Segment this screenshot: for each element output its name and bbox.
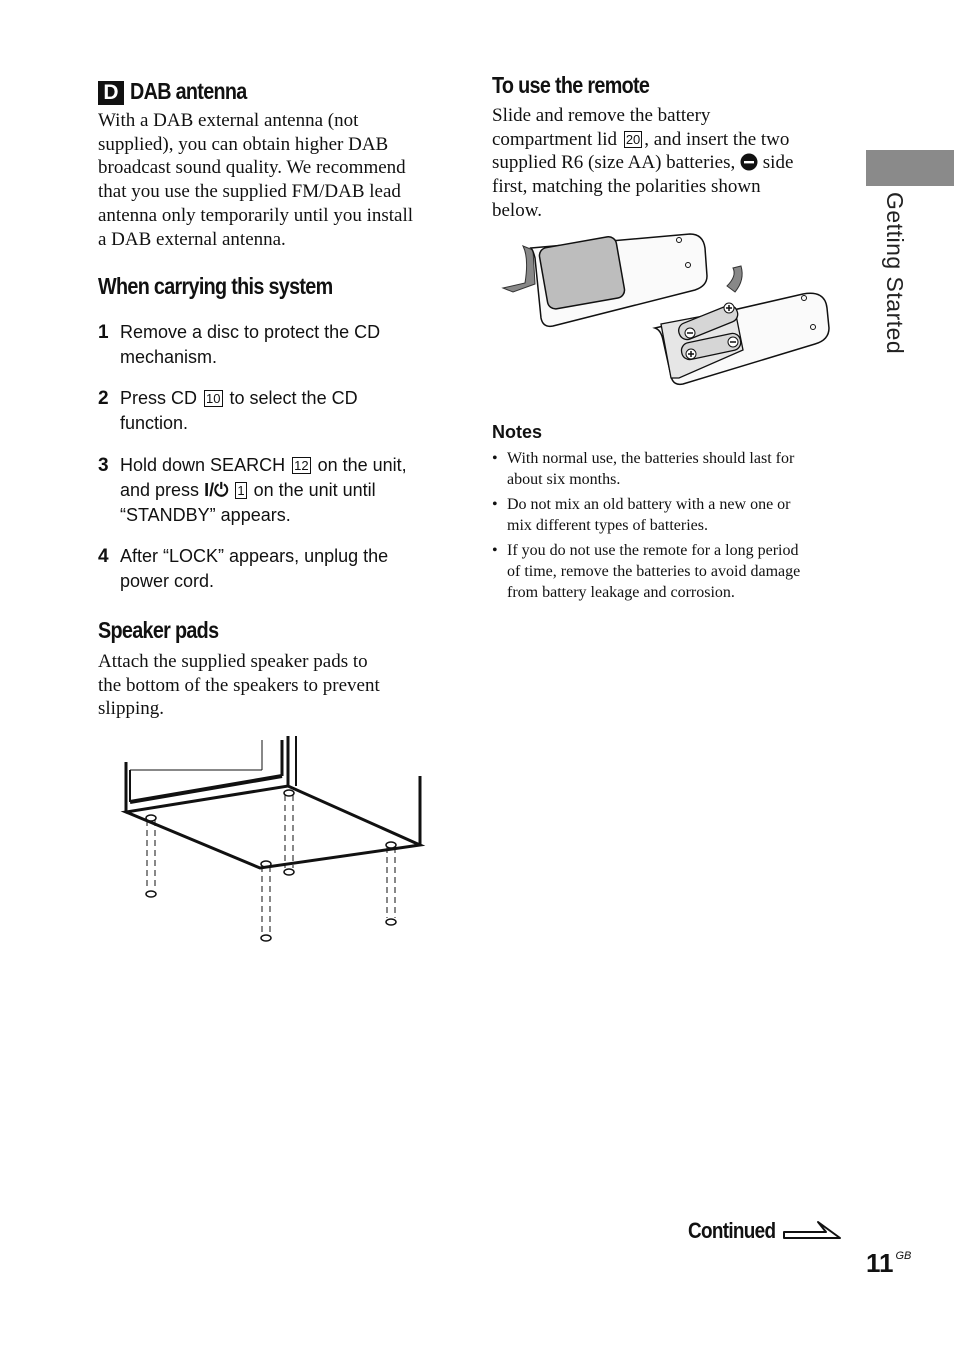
note-text: about six months. [507,471,621,488]
text-line: compartment lid [492,128,618,150]
note-text: from battery leakage and corrosion. [507,584,735,601]
text-line: side [762,152,794,174]
speaker-pads-illustration [110,730,440,950]
step-text: Hold down SEARCH [120,455,286,475]
text-line: that you use the supplied FM/DAB lead [98,181,401,203]
step-text: Remove a disc to protect the CD [120,322,381,342]
text-line: below. [492,199,542,221]
step-text: mechanism. [120,347,218,367]
page-number-value: 11 [866,1248,894,1278]
text-line: supplied), you can obtain higher DAB [98,133,389,155]
continued-arrow-icon [782,1218,844,1244]
power-icon: I/⏻ [204,480,229,500]
text-line: Slide and remove the battery [492,105,711,126]
step-text: function. [120,413,189,433]
note-item [492,448,837,492]
text-line: With a DAB external antenna (not [98,110,359,131]
minus-polarity-icon [740,153,758,171]
section-badge: D [98,81,124,105]
step-text: “STANDBY” appears. [120,505,291,525]
note-item [492,540,837,606]
part-number-box: 20 [625,131,641,147]
dab-paragraph [98,109,458,251]
note-text: mix different types of batteries. [507,517,708,534]
part-number-box: 12 [294,458,309,473]
text-line: the bottom of the speakers to prevent [98,674,380,696]
speaker-pads-title: Speaker pads [98,617,219,643]
step-2 [98,386,448,446]
bullet-icon: • [492,542,498,559]
step-4 [98,544,448,604]
step-number: 3 [98,455,109,476]
remote-paragraph [492,104,837,223]
step-3 [98,453,448,533]
page-suffix: GB [895,1250,912,1262]
step-number: 4 [98,546,109,567]
note-text: Do not mix an old battery with a new one or [507,496,791,513]
step-number: 1 [98,322,109,343]
notes-title: Notes [492,422,543,442]
carrying-title: When carrying this system [98,273,333,299]
step-text: and press [120,480,200,500]
page-number [866,1248,911,1279]
text-line: a DAB external antenna. [98,228,286,250]
bullet-icon: • [492,496,498,513]
text-line: slipping. [98,698,164,720]
side-tab-marker [866,150,954,186]
remote-battery-illustration [495,228,840,393]
step-number: 2 [98,388,109,409]
speaker-pads-paragraph [98,650,458,721]
text-line: broadcast sound quality. We recommend [98,157,406,179]
part-number-box: 10 [206,391,221,406]
continued-label: Continued [688,1218,776,1243]
side-tab-label: Getting Started [882,192,908,355]
bullet-icon: • [492,450,498,467]
step-text: Press CD [120,388,198,408]
note-text: If you do not use the remote for a long period [507,542,799,559]
note-item [492,494,837,538]
dab-heading [98,78,266,105]
dab-title: DAB antenna [130,78,247,104]
note-text: of time, remove the batteries to avoid damage [507,563,801,580]
step-text: power cord. [120,571,215,591]
step-text: to select the CD [229,388,358,408]
part-number-box: 1 [237,483,245,498]
step-text: on the unit, [317,455,407,475]
text-line: , and insert the two [644,128,790,150]
text-line: Attach the supplied speaker pads to [98,651,368,672]
remote-title: To use the remote [492,72,650,98]
text-line: supplied R6 (size AA) batteries, [492,152,736,174]
note-text: With normal use, the batteries should last for [507,450,795,467]
step-text: After “LOCK” appears, unplug the [120,546,389,566]
step-text: on the unit until [253,480,376,500]
text-line: antenna only temporarily until you install [98,204,414,226]
step-1 [98,320,448,380]
text-line: first, matching the polarities shown [492,176,761,198]
